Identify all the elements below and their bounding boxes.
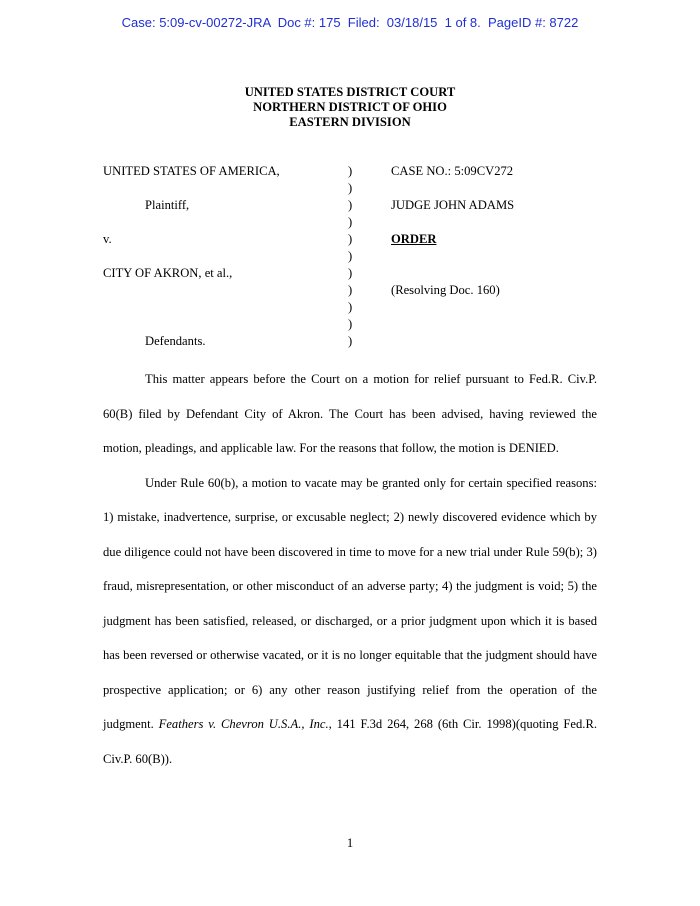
party-defendant-name: CITY OF AKRON, et al., <box>103 266 233 280</box>
caption-spacer <box>391 180 611 197</box>
caption-parties <box>103 163 343 350</box>
paren: ) <box>348 198 353 212</box>
paren: ) <box>348 300 353 314</box>
versus-label: v. <box>103 232 112 246</box>
caption-spacer <box>103 248 343 265</box>
paragraph-rule-60b <box>103 466 597 777</box>
rule-60b-text: Under Rule 60(b), a motion to vacate may be granted only for certain specified reasons: 1) mistake, inadvertence, surprise, or excusable neglect; 2) newly discovered evidence which by due diligence could not have been discovered in time to move for a new trial under Rule 59(b); 3) fraud, misrepresentation, or other misconduct of an adverse party; 4) the judgment is void; 5) the judgment has been satisfied, released, or discharged, or a prior judgment upon which it is based has been reversed or otherwise vacated, or it is no longer equitable that the judgment should have prospective application; or 6) any other reason justifying relief from the operation of the judgment. <box>103 475 597 731</box>
paragraph-intro: This matter appears before the Court on a motion for relief pursuant to Fed.R. Civ.P. 60(B) filed by Defendant City of Akron. The Court has been advised, having reviewed the motion, pleadings, and applicable law. For the reasons that follow, the motion is DENIED. <box>103 372 597 455</box>
paren: ) <box>348 317 353 331</box>
party-plaintiff-role: Plaintiff, <box>145 198 190 212</box>
caption-spacer <box>103 282 343 299</box>
caption-parentheses <box>348 163 358 350</box>
caption-spacer <box>391 214 611 231</box>
caption-spacer <box>391 299 611 316</box>
paren: ) <box>348 266 353 280</box>
caption-spacer <box>103 316 343 333</box>
paren: ) <box>348 181 353 195</box>
caption-spacer <box>391 333 611 350</box>
caption-spacer <box>103 180 343 197</box>
caption-spacer <box>391 248 611 265</box>
paren: ) <box>348 232 353 246</box>
caption-spacer <box>391 316 611 333</box>
caption-spacer <box>103 299 343 316</box>
court-name: UNITED STATES DISTRICT COURT <box>244 85 456 99</box>
resolving-doc: (Resolving Doc. 160) <box>391 283 500 297</box>
paren: ) <box>348 215 353 229</box>
paren: ) <box>348 249 353 263</box>
party-defendant-role: Defendants. <box>145 334 206 348</box>
order-title: ORDER <box>391 232 437 246</box>
case-citation-rest: , 141 F.3d 264, 268 (6th Cir. 1998)(quoting Fed.R. Civ.P. 60(B)). <box>103 717 597 766</box>
caption-case-info <box>391 163 611 350</box>
caption-spacer <box>103 214 343 231</box>
judge-name: JUDGE JOHN ADAMS <box>391 198 515 212</box>
page-number: 1 <box>346 836 354 850</box>
paren: ) <box>348 283 353 297</box>
case-header-stamp: Case: 5:09-cv-00272-JRA Doc #: 175 Filed: 03/18/15 1 of 8. PageID #: 8722 <box>121 15 579 30</box>
case-citation-name: Feathers v. Chevron U.S.A., Inc. <box>158 717 329 731</box>
party-plaintiff-name: UNITED STATES OF AMERICA, <box>103 164 280 178</box>
paren: ) <box>348 164 353 178</box>
court-division: EASTERN DIVISION <box>289 115 411 129</box>
court-district: NORTHERN DISTRICT OF OHIO <box>253 100 447 114</box>
paren: ) <box>348 334 353 348</box>
case-number: CASE NO.: 5:09CV272 <box>391 164 514 178</box>
order-body <box>103 362 597 776</box>
caption-spacer <box>391 265 611 282</box>
court-heading <box>0 85 700 130</box>
